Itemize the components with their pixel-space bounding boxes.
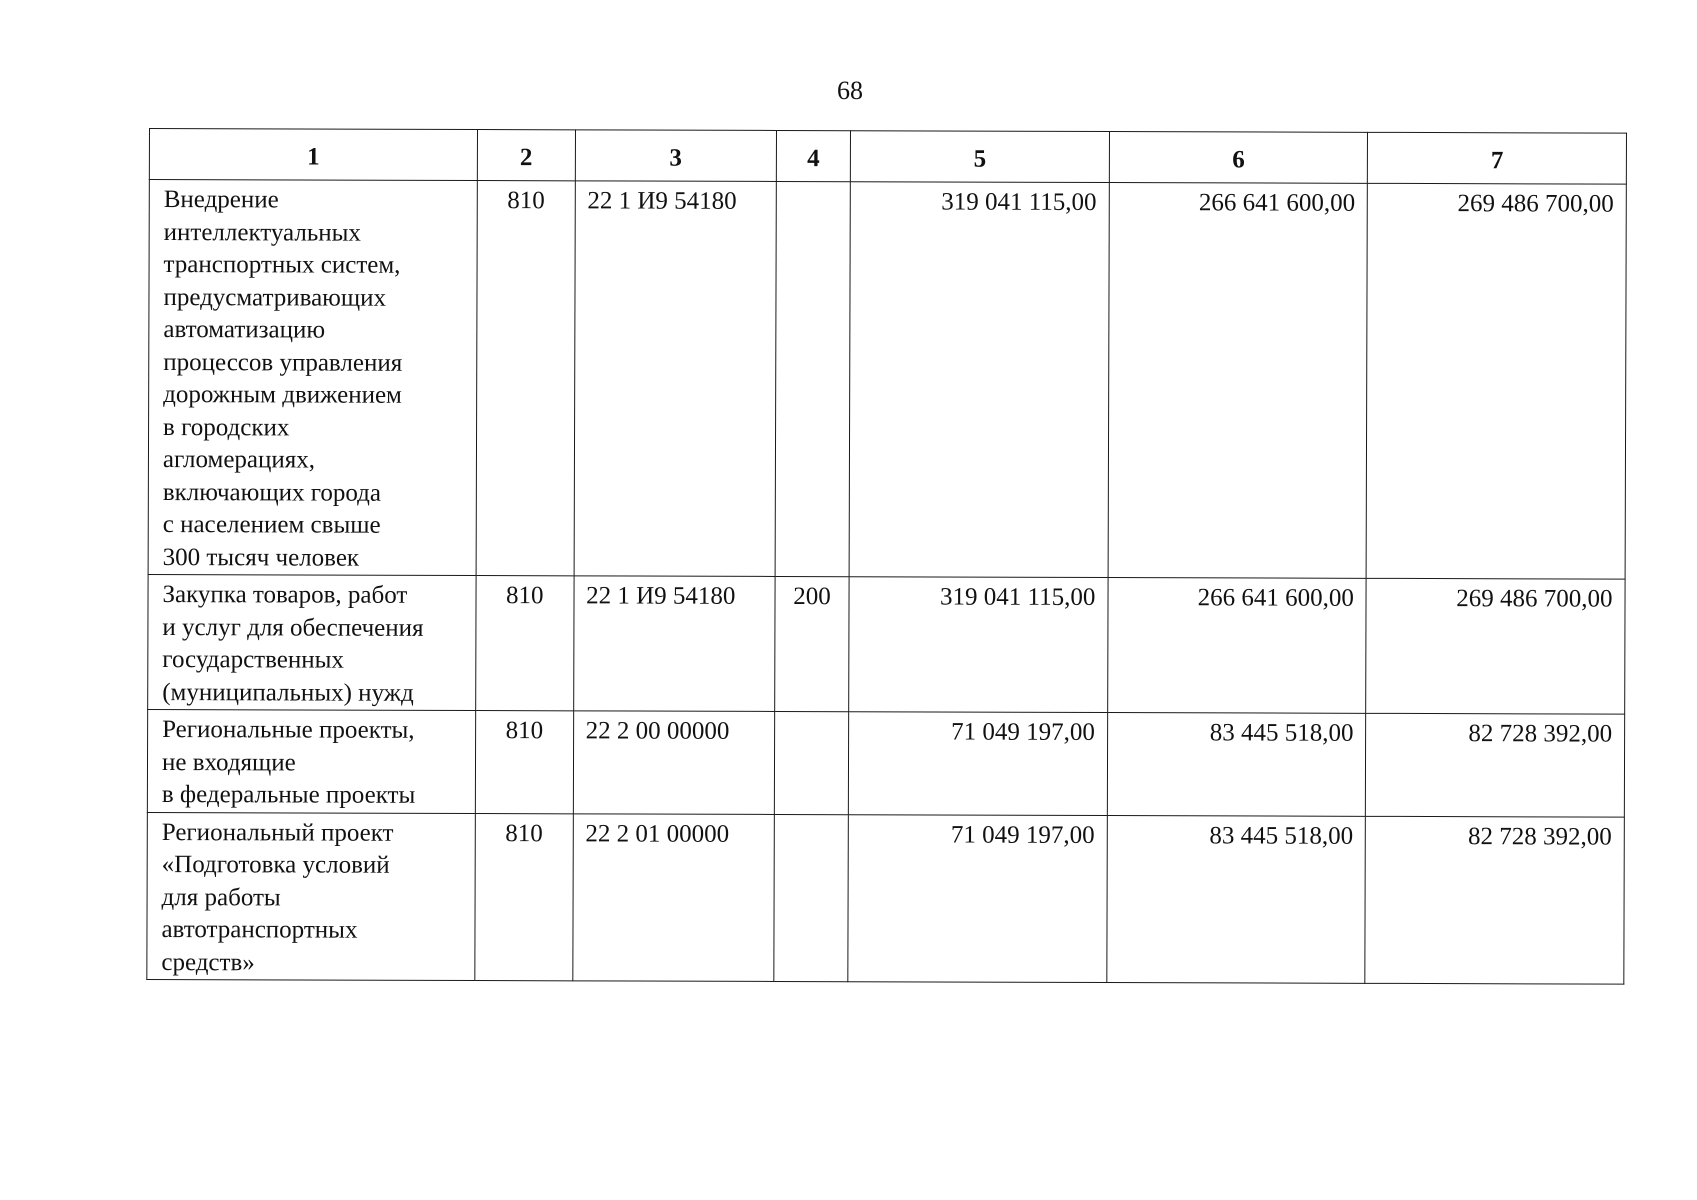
- column-header-1: 1: [149, 129, 477, 181]
- column-header-2: 2: [477, 130, 575, 181]
- page-number: 68: [837, 76, 863, 105]
- row-name: Закупка товаров, работ и услуг для обеспечения государственных (муниципальных) нужд: [148, 574, 476, 710]
- row-code: 810: [476, 181, 575, 576]
- row-code: 810: [475, 813, 573, 981]
- column-header-7: 7: [1368, 132, 1627, 184]
- table-row: [148, 574, 1625, 714]
- row-sum-col5: 319 041 115,00: [849, 182, 1109, 578]
- table-header-row: [149, 129, 1626, 185]
- row-code: 810: [475, 711, 573, 814]
- row-sum-col6: 83 445 518,00: [1107, 713, 1366, 816]
- row-type: [774, 711, 849, 814]
- row-type: 200: [774, 576, 849, 711]
- table-row: [148, 180, 1626, 580]
- row-target: 22 2 01 00000: [572, 813, 774, 981]
- row-code: 810: [476, 576, 574, 711]
- row-sum-col5: 71 049 197,00: [848, 814, 1107, 982]
- column-header-6: 6: [1109, 132, 1368, 184]
- row-type: [774, 814, 849, 982]
- row-sum-col5: 71 049 197,00: [849, 712, 1108, 815]
- row-sum-col7: 82 728 392,00: [1365, 816, 1624, 984]
- row-name: Региональные проекты, не входящие в федеральные проекты: [147, 709, 475, 813]
- row-sum-col7: 82 728 392,00: [1366, 713, 1625, 816]
- row-target: 22 2 00 00000: [573, 711, 775, 814]
- row-sum-col6: 83 445 518,00: [1107, 815, 1366, 983]
- row-target: 22 1 И9 54180: [573, 576, 775, 712]
- row-sum-col5: 319 041 115,00: [849, 577, 1108, 713]
- table-row: [147, 812, 1625, 984]
- row-type: [775, 181, 851, 576]
- row-target: 22 1 И9 54180: [574, 181, 776, 577]
- row-sum-col7: 269 486 700,00: [1366, 578, 1625, 714]
- row-name: Внедрение интеллектуальных транспортных систем, предусматривающих автоматизацию процессов управления дорожным движением в городских агломерациях, включающих города с населением свыше 300 тысяч человек: [148, 180, 477, 576]
- budget-table: [146, 128, 1627, 985]
- row-sum-col6: 266 641 600,00: [1107, 578, 1366, 714]
- row-name: Региональный проект «Подготовка условий для работы автотранспортных средств»: [147, 812, 476, 981]
- column-header-4: 4: [776, 130, 851, 181]
- column-header-5: 5: [851, 131, 1110, 183]
- row-sum-col7: 269 486 700,00: [1366, 183, 1626, 579]
- row-sum-col6: 266 641 600,00: [1108, 183, 1368, 579]
- table-row: [147, 709, 1624, 816]
- column-header-3: 3: [575, 130, 776, 182]
